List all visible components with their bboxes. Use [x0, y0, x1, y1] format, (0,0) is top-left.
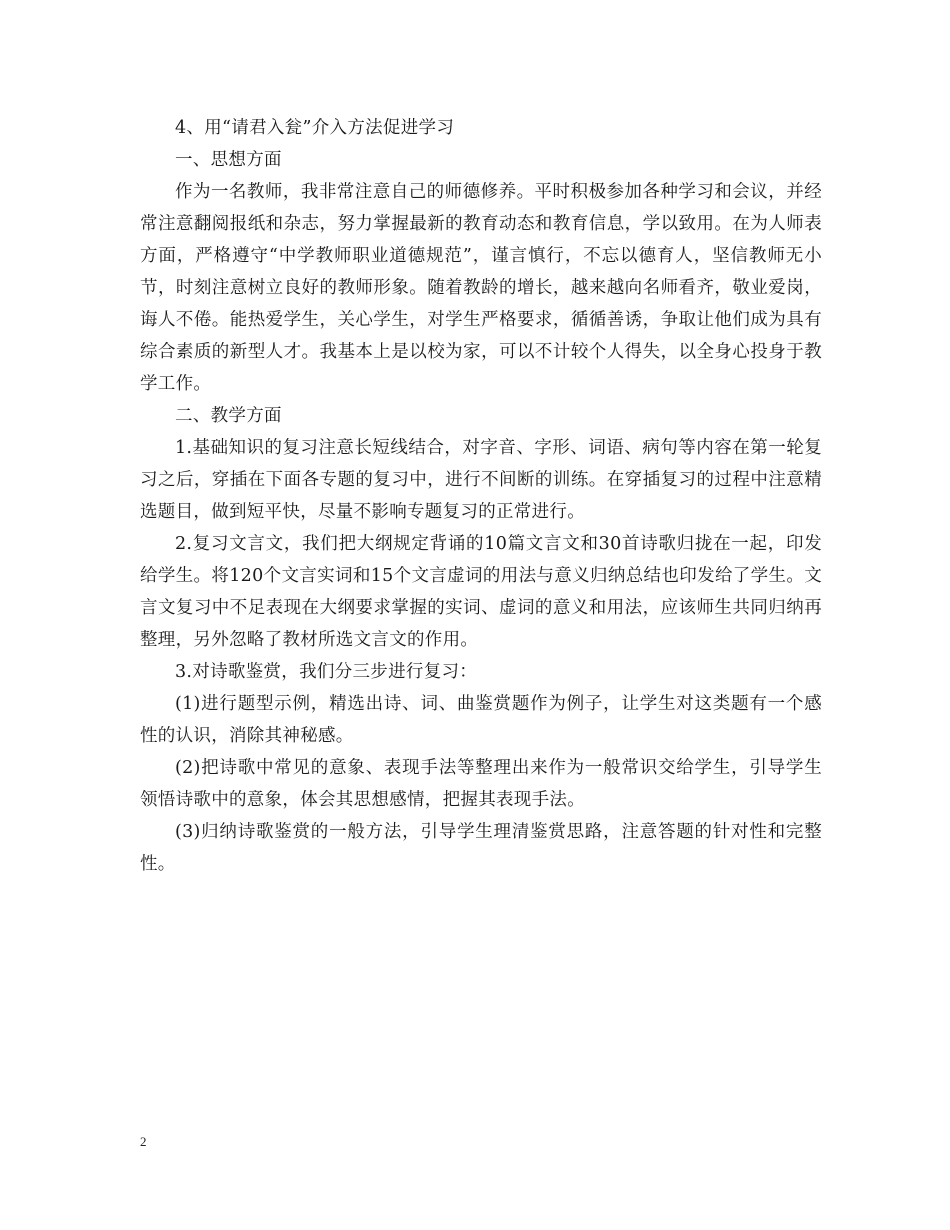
list-item: (2)把诗歌中常见的意象、表现手法等整理出来作为一般常识交给学生，引导学生领悟诗歌中的意象，体会其思想感情，把握其表现手法。: [140, 758, 822, 810]
body-paragraph: 作为一名教师，我非常注意自己的师德修养。平时积极参加各种学习和会议，并经常注意翻阅报纸和杂志，努力掌握最新的教育动态和教育信息，学以致用。在为人师表方面，严格遵守“中学教师职业道德规范”，谨言慎行，不忘以德育人，坚信教师无小节，时刻注意树立良好的教师形象。随着教龄的增长，越来越向名师看齐，敬业爱岗，诲人不倦。能热爱学生，关心学生，对学生严格要求，循循善诱，争取让他们成为具有综合素质的新型人才。我基本上是以校为家，可以不计较个人得失，以全身心投身于教学工作。: [140, 182, 822, 394]
body-paragraph: 1.基础知识的复习注意长短线结合，对字音、字形、词语、病句等内容在第一轮复习之后，穿插在下面各专题的复习中，进行不间断的训练。在穿插复习的过程中注意精选题目，做到短平快，尽量不影响专题复习的正常进行。: [140, 438, 822, 522]
section-heading: 4、用“请君入瓮”介入方法促进学习: [175, 118, 455, 138]
body-paragraph: 2.复习文言文，我们把大纲规定背诵的10篇文言文和30首诗歌归拢在一起，印发给学生。将120个文言实词和15个文言虚词的用法与意义归纳总结也印发给了学生。文言文复习中不足表现在大纲要求掌握的实词、虚词的意义和用法，应该师生共同归纳再整理，另外忽略了教材所选文言文的作用。: [140, 534, 822, 650]
list-item: (3)归纳诗歌鉴赏的一般方法，引导学生理清鉴赏思路，注意答题的针对性和完整性。: [140, 822, 822, 874]
page-number: 2: [140, 1134, 147, 1149]
document-body: [140, 112, 822, 880]
list-item: (1)进行题型示例，精选出诗、词、曲鉴赏题作为例子，让学生对这类题有一个感性的认识，消除其神秘感。: [140, 694, 822, 746]
section-heading: 二、教学方面: [175, 406, 282, 426]
body-paragraph: 3.对诗歌鉴赏，我们分三步进行复习：: [175, 662, 478, 682]
section-heading: 一、思想方面: [175, 150, 282, 170]
